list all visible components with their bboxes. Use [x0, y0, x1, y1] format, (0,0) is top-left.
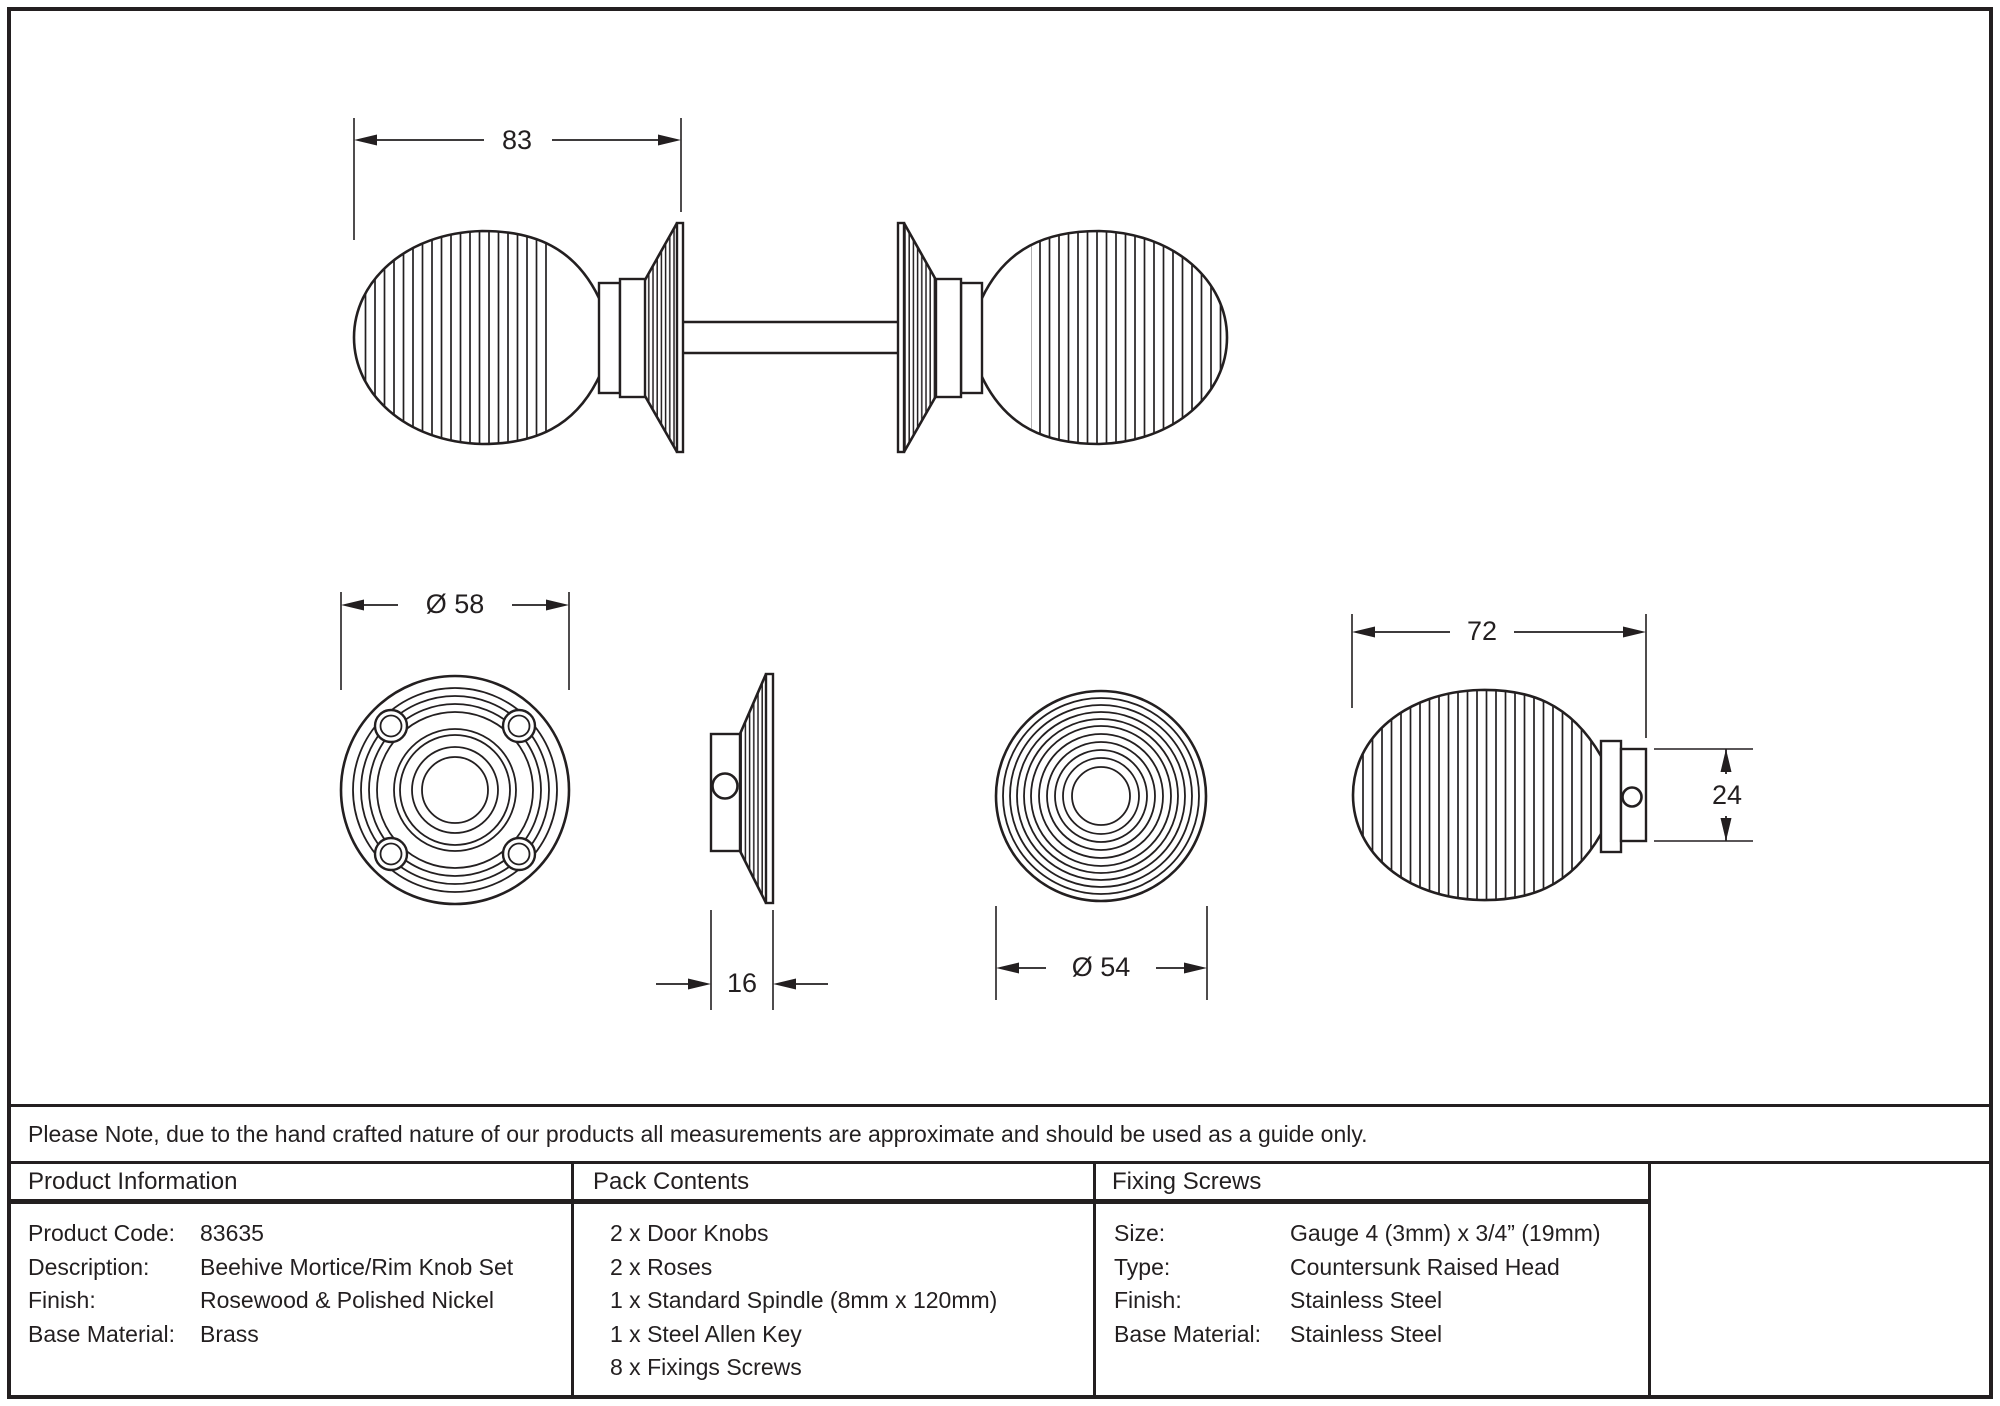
assembly-view	[354, 118, 1227, 452]
row-label: Finish:	[1114, 1287, 1182, 1314]
right-knob-collar-2	[936, 279, 961, 397]
rose-outer-edge	[341, 676, 569, 904]
left-knob-reeding	[358, 225, 550, 450]
list-item: 2 x Roses	[610, 1253, 713, 1280]
arrow-left-icon	[1352, 627, 1375, 638]
knob-side-view	[1352, 614, 1753, 904]
dim-label-rose-depth: 16	[726, 968, 758, 998]
arrow-down-icon	[1721, 818, 1732, 841]
right-knob-collar	[961, 283, 982, 393]
arrow-right-icon	[1623, 627, 1646, 638]
left-door-knob	[354, 223, 683, 452]
list-item: 2 x Door Knobs	[610, 1220, 769, 1247]
table-row	[28, 1284, 513, 1318]
row-value: Gauge 4 (3mm) x 3/4” (19mm)	[1290, 1220, 1601, 1247]
rose-front-view	[341, 589, 569, 904]
row-value: Brass	[200, 1320, 259, 1347]
right-knob-reeding	[1031, 225, 1223, 450]
rose-screw-holes	[375, 710, 535, 870]
product-info-header: Product Information	[28, 1167, 238, 1195]
arrow-left-icon	[996, 963, 1019, 974]
row-value: Rosewood & Polished Nickel	[200, 1287, 495, 1314]
table-row	[28, 1251, 513, 1285]
product-info-column	[28, 1217, 513, 1351]
table-row	[28, 1318, 513, 1352]
arrow-right-icon	[688, 979, 711, 990]
list-item: 1 x Standard Spindle (8mm x 120mm)	[610, 1287, 998, 1314]
left-rose-hatching	[645, 225, 677, 450]
pack-contents-column	[610, 1217, 997, 1385]
right-rose-hatching	[904, 225, 936, 450]
dim-label-knob-diameter: Ø 54	[1071, 952, 1131, 982]
rose-side-view	[656, 672, 828, 1010]
arrow-left-icon	[773, 979, 796, 990]
pack-contents-header: Pack Contents	[593, 1167, 750, 1195]
fixing-screws-column	[1114, 1217, 1601, 1351]
row-label: Finish:	[28, 1287, 96, 1314]
arrow-up-icon	[1721, 749, 1732, 772]
row-label: Type:	[1114, 1253, 1171, 1280]
row-value: Countersunk Raised Head	[1290, 1253, 1560, 1280]
knob-outer-edge	[996, 691, 1206, 901]
row-label: Product Code:	[28, 1220, 176, 1247]
fixing-screws-header: Fixing Screws	[1112, 1167, 1262, 1195]
row-value: 83635	[200, 1220, 264, 1247]
list-item: 8 x Fixings Screws	[610, 1354, 802, 1381]
knob-center-ring	[1072, 767, 1130, 825]
row-label: Description:	[28, 1253, 150, 1280]
list-item: 1 x Steel Allen Key	[610, 1320, 802, 1347]
table-divider-3	[1648, 1164, 1651, 1395]
right-door-knob	[898, 223, 1227, 452]
dim-label-rose-diameter: Ø 58	[425, 589, 485, 619]
arrow-right-icon	[658, 135, 681, 146]
dimension-rose-depth	[656, 910, 828, 1010]
table-row	[1114, 1318, 1601, 1352]
table-row	[1114, 1251, 1601, 1285]
note-text: Please Note, due to the hand crafted nature of our products all measurements are approximate and should be used as a guide only.	[28, 1120, 1368, 1147]
left-knob-collar-2	[620, 279, 645, 397]
table-row	[1114, 1284, 1601, 1318]
knob-front-view	[996, 691, 1207, 1000]
row-value: Stainless Steel	[1290, 1287, 1443, 1314]
dimension-collar-height	[1654, 749, 1753, 841]
spindle-hole	[422, 757, 488, 823]
table-row	[28, 1217, 513, 1251]
dimension-83	[354, 118, 681, 240]
arrow-right-icon	[546, 600, 569, 611]
dim-label-collar-height: 24	[1711, 780, 1743, 810]
table-header-underline	[11, 1199, 1648, 1204]
dim-label-83: 83	[501, 125, 533, 155]
rose-side-rim	[766, 674, 773, 903]
knob-side-collar	[1601, 741, 1621, 852]
arrow-left-icon	[341, 600, 364, 611]
right-rose-rim	[898, 223, 904, 452]
row-value: Beehive Mortice/Rim Knob Set	[200, 1253, 514, 1280]
rose-side-hatching	[740, 672, 768, 905]
row-label: Base Material:	[1114, 1320, 1262, 1347]
arrow-right-icon	[1184, 963, 1207, 974]
arrow-left-icon	[354, 135, 377, 146]
table-row	[1114, 1217, 1601, 1251]
left-rose-rim	[677, 223, 683, 452]
dim-label-knob-length: 72	[1466, 616, 1498, 646]
row-label: Base Material:	[28, 1320, 176, 1347]
note-row	[11, 1104, 1989, 1164]
left-knob-collar	[599, 283, 620, 393]
row-label: Size:	[1114, 1220, 1166, 1247]
spindle	[683, 322, 898, 353]
dimension-knob-diameter	[996, 906, 1207, 1000]
row-value: Stainless Steel	[1290, 1320, 1443, 1347]
